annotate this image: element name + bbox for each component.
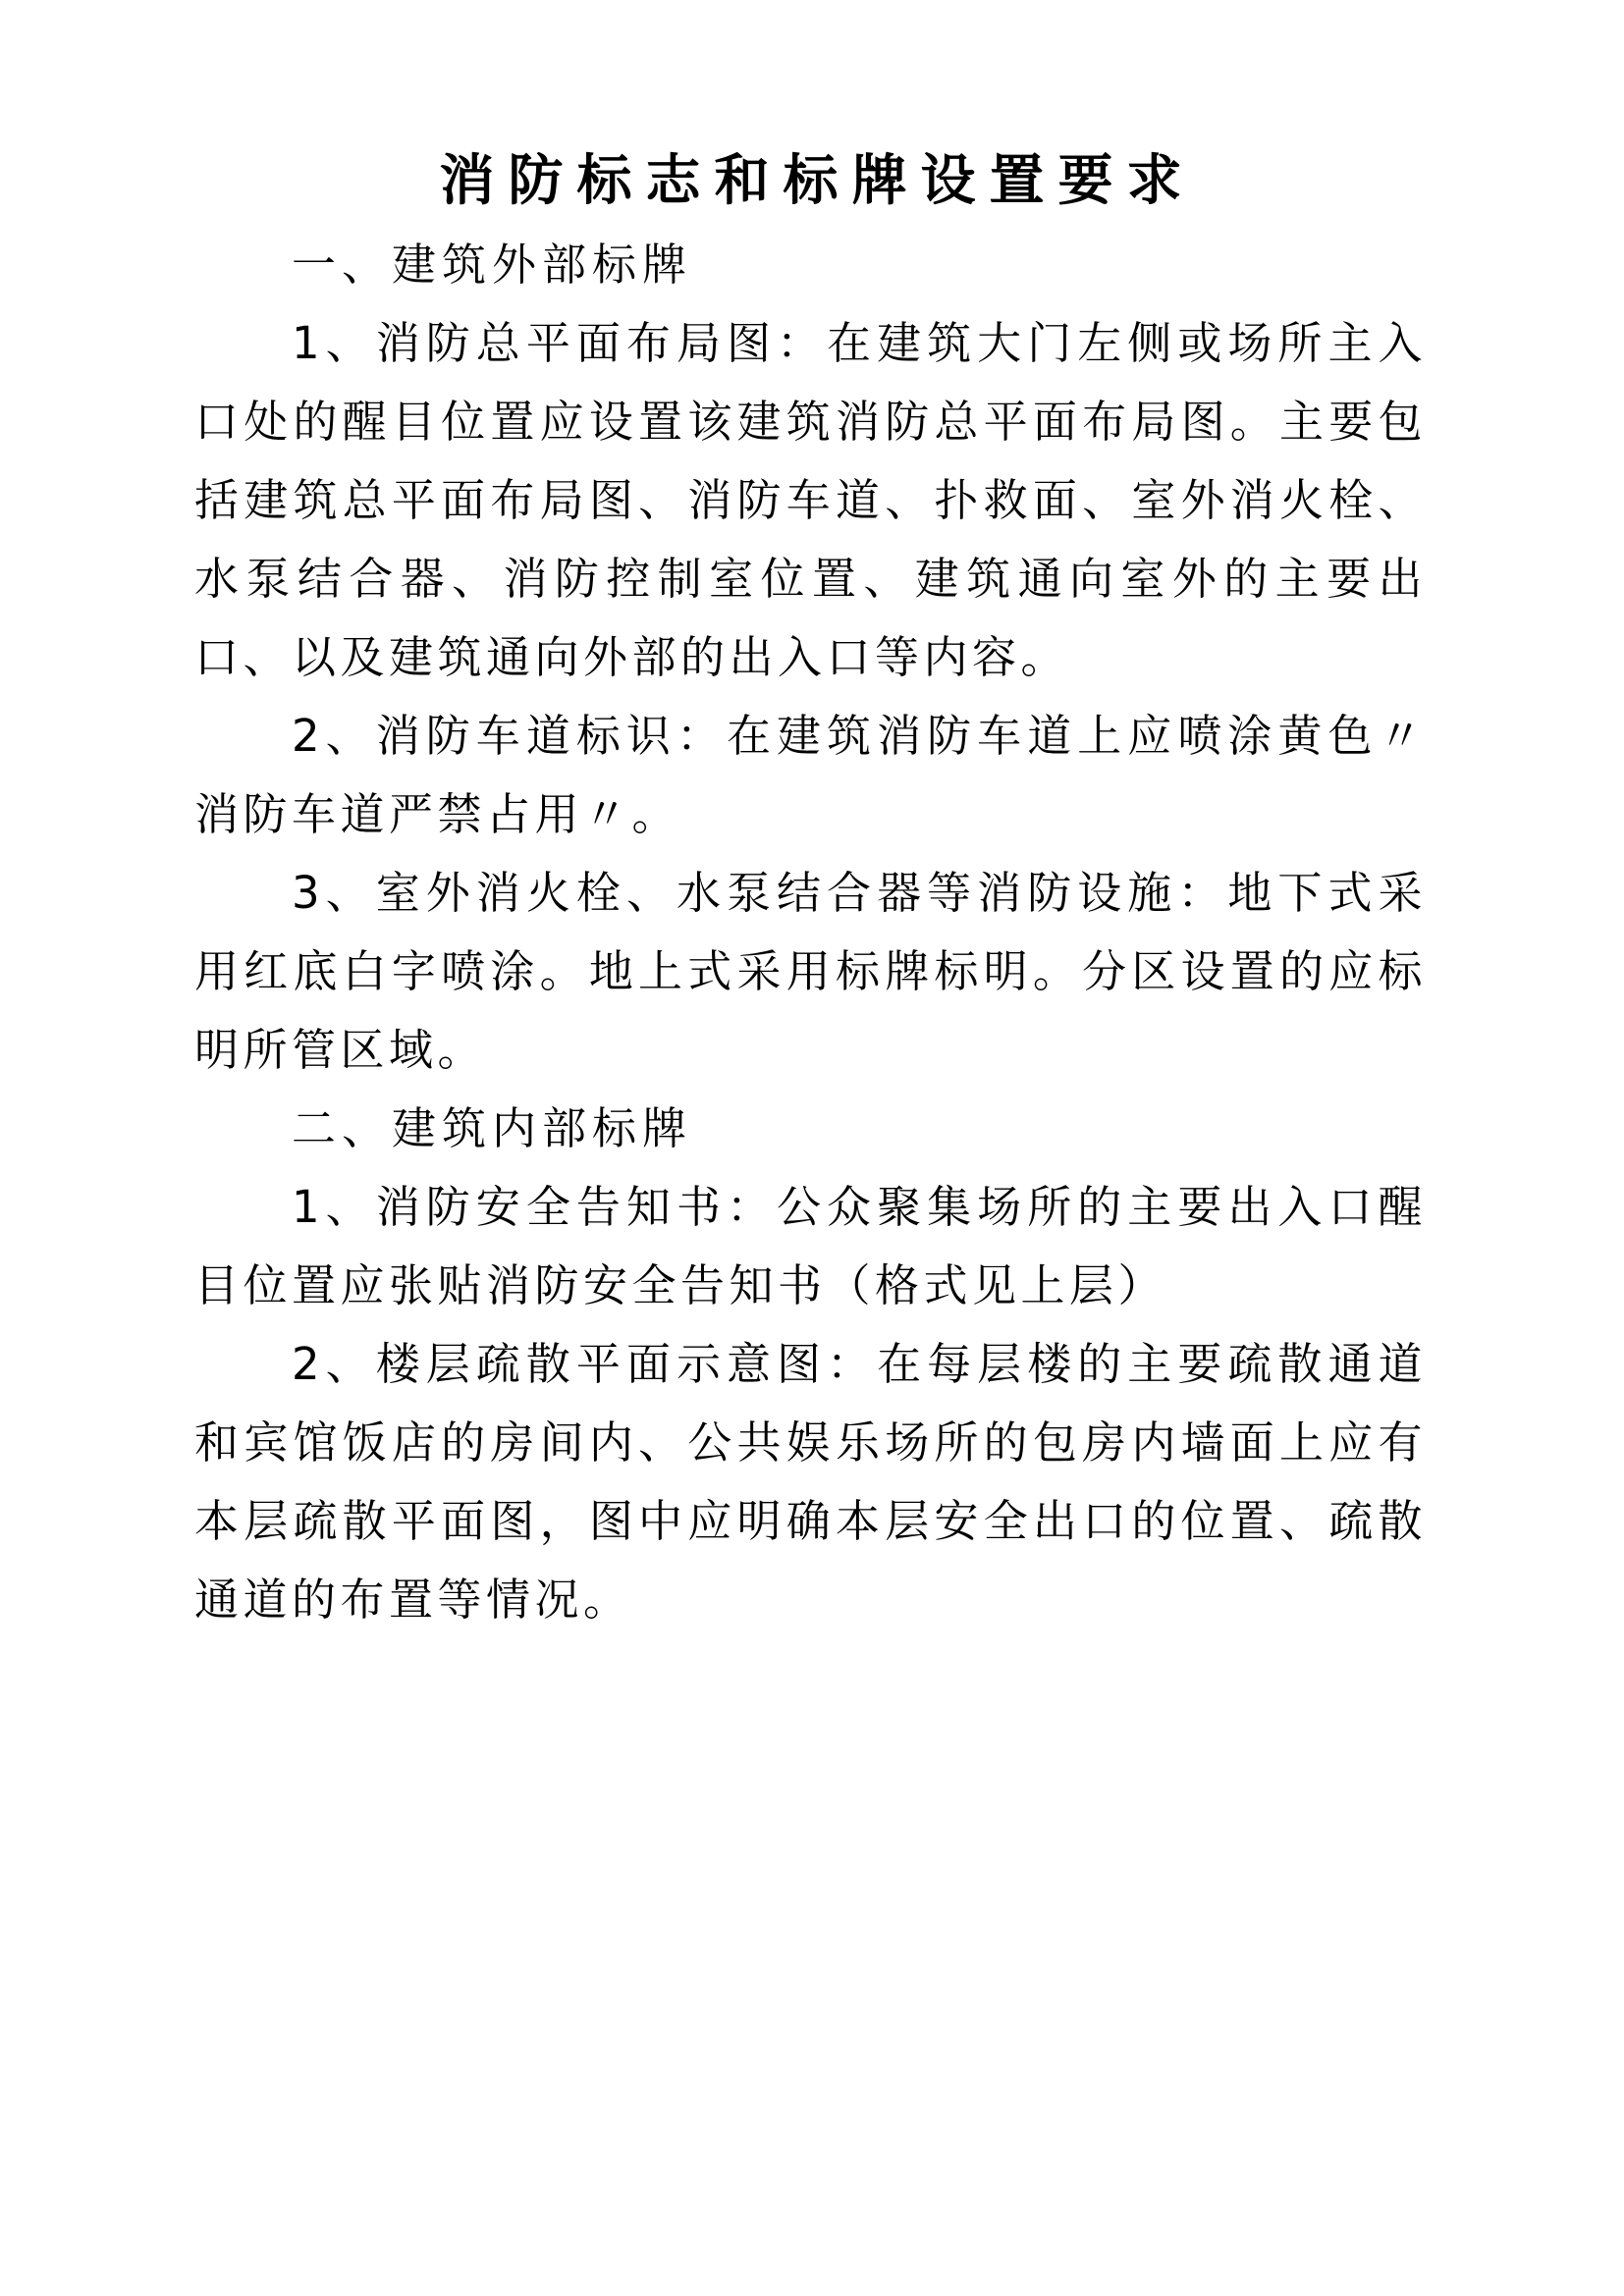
section-1-item-3: 3、室外消火栓、水泵结合器等消防设施：地下式采用红底白字喷涂。地上式采用标牌标明。分区设置的应标明所管区域。	[194, 867, 1427, 1076]
section-heading-2: 二、建筑内部标牌	[292, 1102, 693, 1154]
page-title: 消防标志和标牌设置要求	[439, 149, 1196, 213]
section-heading-1: 一、建筑外部标牌	[292, 239, 693, 291]
section-2-item-2: 2、楼层疏散平面示意图：在每层楼的主要疏散通道和宾馆饭店的房间内、公共娱乐场所的包房内墙面上应有本层疏散平面图，图中应明确本层安全出口的位置、疏散通道的布置等情况。	[194, 1338, 1427, 1626]
section-1-item-2: 2、消防车道标识：在建筑消防车道上应喷涂黄色〃消防车道严禁占用〃。	[194, 710, 1427, 840]
section-1-item-1: 1、消防总平面布局图：在建筑大门左侧或场所主入口处的醒目位置应设置该建筑消防总平面布局图。主要包括建筑总平面布局图、消防车道、扑救面、室外消火栓、水泵结合器、消防控制室位置、建筑通向室外的主要出口、以及建筑通向外部的出入口等内容。	[194, 317, 1427, 683]
section-2-item-1: 1、消防安全告知书：公众聚集场所的主要出入口醒目位置应张贴消防安全告知书（格式见上层）	[194, 1181, 1427, 1311]
document-body	[194, 147, 1427, 1639]
